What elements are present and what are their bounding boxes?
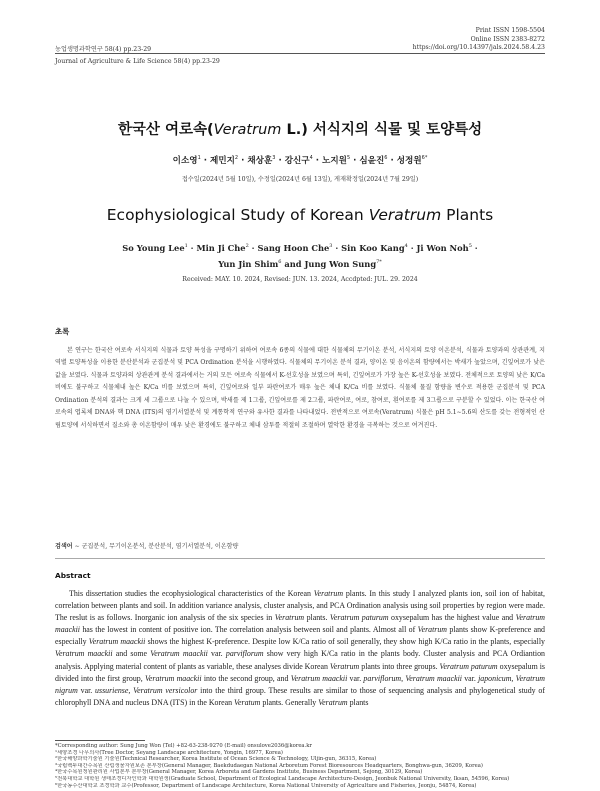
- title-korean: 한국산 여로속(Veratrum L.) 서식지의 식물 및 토양특성: [117, 122, 483, 138]
- author-affiliation-mark: 2: [234, 155, 239, 162]
- author-affiliation-mark: 3: [329, 243, 333, 249]
- author-separator: ·: [332, 242, 342, 253]
- author-affiliation-mark: 7*: [376, 258, 382, 265]
- author-affiliation-mark: 3: [272, 155, 276, 162]
- author-separator: and: [281, 258, 305, 269]
- author-affiliation-mark: 6: [278, 258, 282, 265]
- author-affiliation-mark: 5: [346, 155, 351, 162]
- print-issn: Print ISSN 1598-5504: [475, 27, 545, 34]
- author-affiliation-mark: 1: [184, 243, 188, 249]
- affiliation-footnote: ³국립백두대간수목원 산림생물자원보존 본부장(General Manager, Baekdudaegan National Arboretum Forest Bioresources Headquarters, Bonghwa-gun, 36209, Korea): [55, 762, 483, 769]
- author-affiliation-mark: 4: [404, 243, 408, 249]
- issn-block: [413, 27, 545, 53]
- affiliation-footnote: ⁴한국수목원정원관리원 사업본부 본부장(General Manager, Korea Arboreta and Gardens Institute, Business Department, Sejong, 30129, Korea): [55, 769, 423, 776]
- author-affiliation-mark: 4: [309, 155, 313, 162]
- keywords-ko: [55, 541, 238, 550]
- keywords-text: ∼ 군집분석, 무기이온분석, 분산분석, 염기서열분석, 이온함량: [74, 543, 239, 550]
- affiliation-footnote: ⁵전북대학교 대학원 생태조경디자인학과 대학원생(Graduate School, Department of Ecological Landscape Architecture-Design, Jeonbuk National University, Iksan, 54596, Korea): [55, 775, 510, 782]
- author-name: Min Ji Che: [196, 242, 246, 253]
- author-name: 채상훈: [247, 156, 273, 166]
- authors-korean: [0, 154, 600, 166]
- author-name: Sang Hoon Che: [257, 242, 330, 253]
- keywords-label: 검색어: [55, 543, 73, 550]
- author-name: Ji Won Noh: [416, 242, 469, 253]
- author-affiliation-mark: 2: [245, 243, 249, 249]
- authors-english-line2: [80, 255, 520, 271]
- authors-english: [80, 239, 520, 271]
- title-english: Ecophysiological Study of Korean Veratrum Plants: [106, 206, 494, 224]
- author-affiliation-mark: 1: [197, 155, 201, 162]
- header-rule: [55, 53, 545, 54]
- corresponding-author-note: *Corresponding author: Sung Jung Won (Tel) +82-63-238-9270 (E-mail) onsulove2036@korea.kr: [55, 743, 312, 749]
- journal-name-en: Journal of Agriculture & Life Science 58(4) pp.23-29: [55, 58, 220, 65]
- author-name: 이소영: [172, 156, 198, 166]
- author-separator: ·: [407, 242, 417, 253]
- authors-english-line1: [80, 239, 520, 255]
- abstract-ko-body: 본 연구는 한국산 여로속 서식지의 식물과 토양 특성을 구명하기 위하여 여로속 6종의 식물에 대한 식물체의 무기이온 분석, 서식지의 토양 이온분석, 식물과 토양과의 상관관계, 지역별 토양특성을 이용한 분산분석과 군집분석 및 PCA Ordination 분석을 시행하였다. 식물체의 무기이온 분석 결과, 양이온 및 음이온의 함량에서는 박새가 높았으며, 긴잎여로가 낮은 값을 보였다. 식물과 토양과의 상관관계 분석 결과에서는 거의 모든 여로속 식물에서 K-선호성을 보였으며 특히, 긴잎여로가 가장 높은 K-선호성을 보였다. 전체적으로 토양의 낮은 K/Ca 비에도 불구하고 식물체내 높은 K/Ca 비를 보였으며 특히, 긴잎여로와 일부 파란여로가 매우 높은 체내 K/Ca 비를 보였다. 식물체 물질 함량을 변수로 적용한 군집분석 및 PCA Ordination 분석의 결과는 크게 세 그룹으로 나눌 수 있으며, 박새를 제 1그룹, 긴잎여로를 제 2그룹, 파란여로, 여로, 참여로, 흰여로를 제 3그룹으로 구분할 수 있었다. 이는 한국산 여로속의 엽록체 DNA와 핵 DNA (ITS)의 염기서열분석 및 계통학적 연구와 유사한 결과를 나타내었다. 전반적으로 여로속(Veratrum) 식물은 pH 5.1∼5.6의 산도를 갖는 전형적인 산림토양에 서식하면서 질소와 총 이온함량이 매우 낮은 환경에도 불구하고 체내 삼투를 적절히 조절하며 열악한 환경을 극복하는 것으로 여겨진다.: [55, 347, 545, 429]
- author-separator: ·: [238, 156, 248, 166]
- dates-english: Received: MAY. 10. 2024, Revised: JUN. 13. 2024, Accdpted: JUL. 29. 2024: [182, 276, 418, 283]
- abstract-en-heading: Abstract: [55, 571, 91, 580]
- author-separator: ·: [187, 242, 197, 253]
- author-name: Sin Koo Kang: [341, 242, 405, 253]
- author-affiliation-mark: 6*: [421, 155, 428, 162]
- author-separator: ·: [312, 156, 323, 166]
- author-separator: ·: [248, 242, 258, 253]
- author-name: 제민지: [210, 156, 235, 166]
- footnote-rule: [55, 740, 145, 741]
- author-name: 심윤진: [359, 156, 385, 166]
- affiliation-footnote: ¹세양조경 나무의사(Tree Doctor, Seyang Landscape architecture, Yongin, 16977, Korea): [55, 749, 283, 756]
- dates-korean: 접수일(2024년 5월 10일), 수정일(2024년 6월 13일), 게재확정일(2024년 7월 29일): [181, 176, 419, 183]
- author-separator: ·: [200, 156, 211, 166]
- author-affiliation-mark: 6: [384, 155, 388, 162]
- author-name: Yun Jin Shim: [218, 258, 279, 269]
- author-separator: ·: [350, 156, 360, 166]
- footnotes: [55, 743, 545, 789]
- abstract-en-body: This dissertation studies the ecophysiological characteristics of the Korean Veratrum plants. In this study I analyzed plants ion, soil ion of habitat, correlation between plants and soil. In addition variance analysis, cluster analysis, and PCA Ordination analysis using soil properties by region were made. The reslut is as follows. Inorganic ion analysis of the six species in Veratrum plants. Veratrum paturum oxysepalum has the highest value and Veratrum maackii has the lowest in content of positive ion. The correlation analysis between soil and plants. Almost all of Veratrum plants show K-preference and especially Veratrum maackii shows the highest K-preference. Despite low K/Ca ratio of soil generally, they show high K/Ca ratio in the plants, especially Veratrum maackii and some Veratrum maackii var. parviflorum show very high K/Ca ratio in the plants body. Cluster analysis and PCA Ordiantion analysis. Applying material content of plants as variable, these analyses divide Korean Veratrum plants into three groups. Veratrum paturum oxysepalum is divided into the first group, Veratrum maackii into the second group, and Veratrum maackii var. parviflorum, Veratrum maackii var. japonicum, Veratrum nigrum var. ussuriense, Veratrum versicolor into the third group. These results are similar to those of sequencing analysis and phylogenetical study of chlorophyll DNA and nucleus DNA (ITS) in the Korean Veratum plants. Generally Veratrum plants: [55, 589, 546, 707]
- author-name: 노지원: [322, 156, 347, 166]
- affiliation-footnote: ²한국해양과학기술원 기술원(Technical Researcher, Korea Institute of Ocean Science & Technology, Uljin-gun, 36315, Korea): [55, 756, 377, 763]
- section-divider: [55, 558, 545, 559]
- author-separator: ·: [275, 156, 285, 166]
- author-name: 성정원: [396, 156, 422, 166]
- author-separator: ·: [387, 156, 397, 166]
- author-name: 강신구: [284, 156, 310, 166]
- author-separator: ·: [471, 242, 478, 253]
- author-name: So Young Lee: [122, 242, 185, 253]
- abstract-ko-heading: 초록: [55, 327, 70, 336]
- journal-name-ko: 농업생명과학연구 58(4) pp.23-29: [55, 46, 152, 53]
- online-issn: Online ISSN 2383-8272: [470, 35, 545, 43]
- doi-link[interactable]: https://doi.org/10.14397/jals.2024.58.4.23: [412, 44, 545, 52]
- affiliation-footnote: ⁶한국농수산대학교 조경학과 교수(Professor, Department of Landscape Architecture, Korea National University of Agriculture and Fisheries, Jeonju, 54874, Korea): [55, 782, 477, 789]
- author-name: Jung Won Sung: [304, 258, 377, 269]
- author-affiliation-mark: 5: [468, 243, 472, 249]
